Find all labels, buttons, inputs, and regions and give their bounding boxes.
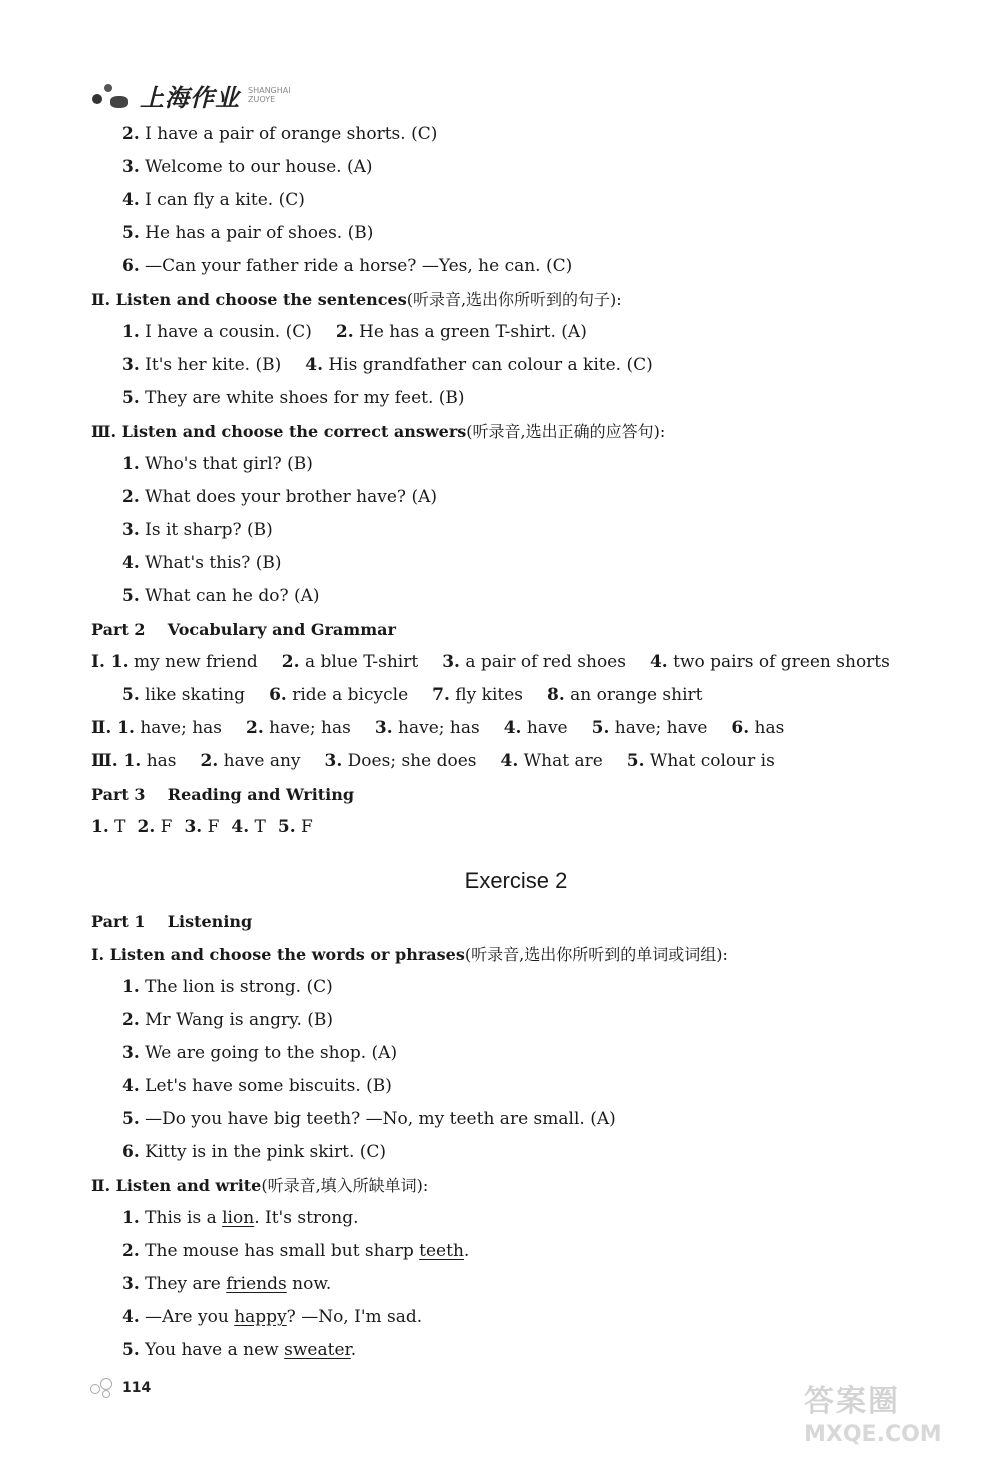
list-item: 3. They are friends now. [122, 1274, 332, 1294]
list-item: 1. Who's that girl? (B) [122, 454, 313, 474]
list-item: 7. fly kites [432, 685, 523, 705]
list-item: 4. Let's have some biscuits. (B) [122, 1076, 392, 1096]
list-item: 5. like skating [122, 685, 246, 705]
list-item: 4. I can fly a kite. (C) [122, 190, 305, 210]
list-row [91, 316, 971, 349]
list-item: 3. a pair of red shoes [442, 652, 626, 672]
list-item: 2. have; has [246, 718, 351, 738]
list-item: 6. has [731, 718, 785, 738]
page-header [90, 70, 308, 120]
list-row [91, 646, 971, 679]
list-item: 5. You have a new sweater. [122, 1340, 357, 1360]
list-item: 2. I have a pair of orange shorts. (C) [122, 124, 438, 144]
list-row [91, 382, 971, 415]
list-item: 1. This is a lion. It's strong. [122, 1208, 359, 1228]
list-item: 2. Mr Wang is angry. (B) [122, 1010, 334, 1030]
watermark-url: MXQE.COM [804, 1422, 942, 1447]
list-item: 2. have any [200, 751, 301, 771]
list-item: 2. a blue T-shirt [281, 652, 419, 672]
section-heading: Ⅱ. Listen and write(听录音,填入所缺单词): [91, 1176, 429, 1195]
list-item: 6. ride a bicycle [269, 685, 409, 705]
list-item: 4. two pairs of green shorts [649, 652, 890, 672]
list-item: 5. He has a pair of shoes. (B) [122, 223, 374, 243]
filled-answer: sweater [284, 1340, 351, 1360]
list-item: 3. We are going to the shop. (A) [122, 1043, 398, 1063]
part-heading: Part 3 Reading and Writing [91, 785, 355, 804]
list-row [91, 679, 971, 712]
list-item: 1. T [91, 817, 126, 837]
list-item: Ⅲ. 1. has [91, 751, 177, 771]
list-item: 4. What's this? (B) [122, 553, 282, 573]
list-item: 5. F [277, 817, 313, 837]
list-item: 5. What can he do? (A) [122, 586, 320, 606]
cartoon-logo-icon [90, 80, 134, 110]
page-number: 114 [122, 1380, 152, 1396]
list-item: 3. Welcome to our house. (A) [122, 157, 373, 177]
list-item: 4. —Are you happy? —No, I'm sad. [122, 1307, 423, 1327]
list-item: 6. Kitty is in the pink skirt. (C) [122, 1142, 387, 1162]
list-item: 4. What are [500, 751, 603, 771]
list-item: 5. —Do you have big teeth? —No, my teeth are small. (A) [122, 1109, 616, 1129]
header-title: 上海作业 [140, 83, 240, 112]
section-heading: Ⅰ. Listen and choose the words or phrases(听录音,选出你所听到的单词或词组): [91, 945, 728, 964]
list-item: Ⅰ. 1. my new friend [91, 652, 258, 672]
list-row [91, 712, 971, 745]
filled-answer: teeth [419, 1241, 464, 1261]
header-subtitle: SHANGHAI ZUOYE [248, 86, 291, 104]
list-item: 3. It's her kite. (B) [122, 355, 282, 375]
list-item: 4. T [231, 817, 266, 837]
part-heading: Part 2 Vocabulary and Grammar [91, 620, 396, 639]
watermark-text: 答案圈 [804, 1384, 900, 1419]
list-item: 8. an orange shirt [547, 685, 703, 705]
list-item: 4. have [503, 718, 568, 738]
list-item: 3. have; has [374, 718, 480, 738]
filled-answer: happy [234, 1307, 287, 1327]
section-heading: Ⅱ. Listen and choose the sentences(听录音,选出你所听到的句子): [91, 290, 622, 309]
part-heading: Part 1 Listening [91, 912, 253, 931]
filled-answer: lion [222, 1208, 255, 1228]
ex1-sec1-items [91, 118, 971, 283]
list-item: 3. Is it sharp? (B) [122, 520, 273, 540]
filled-answer: friends [226, 1274, 287, 1294]
list-item: 5. What colour is [626, 751, 775, 771]
list-row [91, 745, 971, 778]
list-item: 2. The mouse has small but sharp teeth. [122, 1241, 470, 1261]
list-item: Ⅱ. 1. have; has [91, 718, 223, 738]
list-item: 2. He has a green T-shirt. (A) [335, 322, 587, 342]
page-footer [88, 1376, 151, 1400]
list-item: 5. They are white shoes for my feet. (B) [122, 388, 465, 408]
list-item: 1. I have a cousin. (C) [122, 322, 312, 342]
list-item: 1. The lion is strong. (C) [122, 977, 333, 997]
snowflake-decoration-icon [88, 1376, 116, 1400]
list-row [91, 349, 971, 382]
watermark-logo [804, 1376, 994, 1466]
list-item: 3. F [184, 817, 220, 837]
section-heading: Ⅲ. Listen and choose the correct answers(听录音,选出正确的应答句): [91, 422, 666, 441]
list-item: 6. —Can your father ride a horse? —Yes, he can. (C) [122, 256, 573, 276]
list-item: 5. have; have [591, 718, 708, 738]
list-item: 2. F [137, 817, 173, 837]
list-row [91, 811, 971, 844]
list-item: 4. His grandfather can colour a kite. (C) [305, 355, 653, 375]
exercise-title: Exercise 2 [464, 868, 568, 893]
answer-key-content [91, 118, 971, 1367]
list-item: 3. Does; she does [324, 751, 477, 771]
list-item: 2. What does your brother have? (A) [122, 487, 437, 507]
